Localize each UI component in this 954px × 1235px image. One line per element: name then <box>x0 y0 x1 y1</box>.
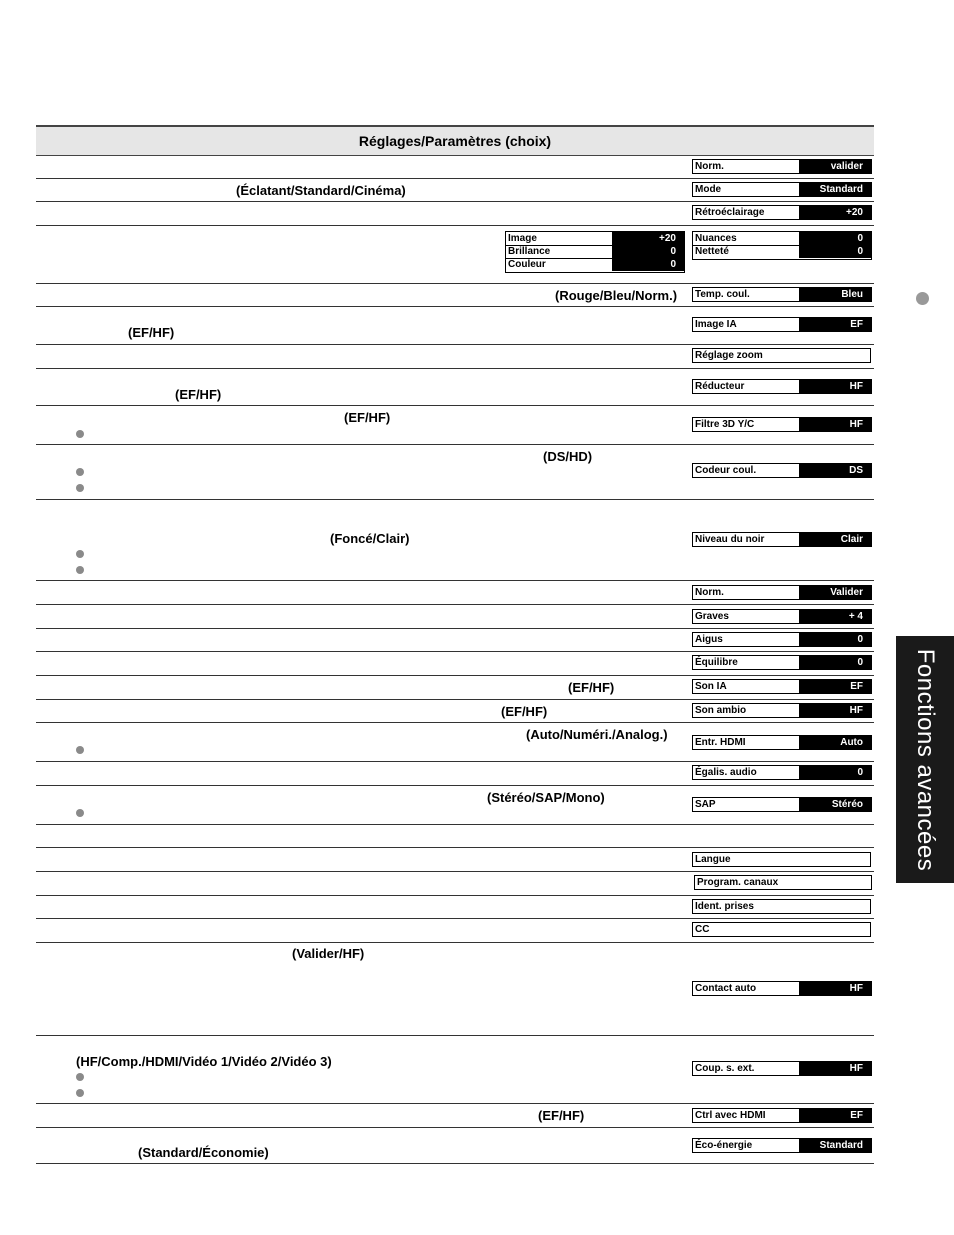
row-divider <box>36 942 874 943</box>
row-divider <box>36 675 874 676</box>
menu-item-no-signal-off[interactable]: Coup. s. ext. HF <box>692 1061 872 1076</box>
menu-item-audio-leveler[interactable]: Égalis. audio 0 <box>692 765 872 780</box>
row-divider <box>36 824 874 825</box>
menu-item-bass[interactable]: Graves + 4 <box>692 609 872 624</box>
row-divider <box>36 580 874 581</box>
choice-power-save: (Standard/Économie) <box>138 1145 269 1160</box>
row-divider <box>36 178 874 179</box>
menu-item-brightness[interactable]: Brillance 0 <box>506 245 684 259</box>
choice-hdmi-control: (EF/HF) <box>538 1108 585 1123</box>
choice-surround: (EF/HF) <box>501 704 548 719</box>
menu-item-image[interactable]: Image +20 <box>506 232 684 246</box>
menu-item-color[interactable]: Couleur 0 <box>506 258 684 271</box>
row-divider <box>36 871 874 872</box>
choice-no-signal-off: (HF/Comp./HDMI/Vidéo 1/Vidéo 2/Vidéo 3) <box>76 1054 332 1069</box>
menu-item-cc[interactable]: CC <box>692 922 871 937</box>
row-divider <box>36 1103 874 1104</box>
menu-item-sap[interactable]: SAP Stéréo <box>692 797 872 812</box>
choice-black-level: (Foncé/Clair) <box>330 531 410 546</box>
menu-item-program-channels[interactable]: Program. canaux <box>694 875 872 890</box>
note-bullet-icon <box>76 468 84 476</box>
row-divider <box>36 722 874 723</box>
row-divider <box>36 918 874 919</box>
row-divider <box>36 201 874 202</box>
menu-item-auto-power-on[interactable]: Contact auto HF <box>692 981 872 996</box>
choice-hdmi-input: (Auto/Numéri./Analog.) <box>526 727 668 742</box>
note-bullet-icon <box>76 484 84 492</box>
margin-bullet-icon <box>916 292 929 305</box>
table-header <box>36 125 874 156</box>
note-bullet-icon <box>76 809 84 817</box>
menu-item-noise-reduction[interactable]: Réducteur HF <box>692 379 872 394</box>
note-bullet-icon <box>76 550 84 558</box>
menu-item-balance[interactable]: Équilibre 0 <box>692 655 872 670</box>
menu-item-hdmi-control[interactable]: Ctrl avec HDMI EF <box>692 1108 872 1123</box>
choice-picture-mode: (Éclatant/Standard/Cinéma) <box>236 183 406 198</box>
choice-color-temp: (Rouge/Bleu/Norm.) <box>555 288 678 303</box>
menu-item-hdmi-input[interactable]: Entr. HDMI Auto <box>692 735 872 750</box>
row-divider <box>36 628 874 629</box>
row-divider <box>36 1035 874 1036</box>
note-bullet-icon <box>76 1073 84 1081</box>
menu-item-norm-audio[interactable]: Norm. Valider <box>692 585 872 600</box>
section-side-tab <box>896 636 954 883</box>
menu-item-color-matrix[interactable]: Codeur coul. DS <box>692 463 872 478</box>
row-divider <box>36 651 874 652</box>
choice-sap: (Stéréo/SAP/Mono) <box>487 790 605 805</box>
menu-item-ai-sound[interactable]: Son IA EF <box>692 679 872 694</box>
choice-color-matrix: (DS/HD) <box>543 449 593 464</box>
table-header-title: Réglages/Paramètres (choix) <box>358 133 552 149</box>
note-bullet-icon <box>76 746 84 754</box>
menu-item-surround[interactable]: Son ambio HF <box>692 703 872 718</box>
picture-adjust-panel-left <box>505 231 685 273</box>
row-divider <box>36 895 874 896</box>
choice-auto-power-on: (Valider/HF) <box>292 946 365 961</box>
menu-item-3d-yc-filter[interactable]: Filtre 3D Y/C HF <box>692 417 872 432</box>
note-bullet-icon <box>76 1089 84 1097</box>
row-divider <box>36 604 874 605</box>
note-bullet-icon <box>76 430 84 438</box>
row-divider <box>36 1127 874 1128</box>
menu-item-power-save[interactable]: Éco-énergie Standard <box>692 1138 872 1153</box>
choice-ai-picture: (EF/HF) <box>128 325 175 340</box>
row-divider <box>36 405 874 406</box>
choice-noise-reduction: (EF/HF) <box>175 387 222 402</box>
row-divider <box>36 1163 874 1164</box>
row-divider <box>36 499 874 500</box>
menu-item-tint[interactable]: Nuances 0 <box>693 232 871 246</box>
row-divider <box>36 761 874 762</box>
menu-item-zoom-adjust[interactable]: Réglage zoom <box>692 348 871 363</box>
menu-item-black-level[interactable]: Niveau du noir Clair <box>692 532 872 547</box>
row-divider <box>36 699 874 700</box>
choice-ai-sound: (EF/HF) <box>568 680 615 695</box>
row-divider <box>36 785 874 786</box>
row-divider <box>36 306 874 307</box>
menu-item-input-labels[interactable]: Ident. prises <box>692 899 871 914</box>
row-divider <box>36 344 874 345</box>
menu-item-ai-picture[interactable]: Image IA EF <box>692 317 872 332</box>
row-divider <box>36 368 874 369</box>
picture-adjust-panel-right <box>692 231 872 260</box>
row-divider <box>36 283 874 284</box>
choice-3d-yc-filter: (EF/HF) <box>344 410 391 425</box>
section-side-tab-title: Fonctions avancées <box>912 648 939 871</box>
menu-item-backlight[interactable]: Rétroéclairage +20 <box>692 205 872 220</box>
row-divider <box>36 444 874 445</box>
menu-item-treble[interactable]: Aigus 0 <box>692 632 872 647</box>
row-divider <box>36 847 874 848</box>
menu-item-color-temp[interactable]: Temp. coul. Bleu <box>692 287 872 302</box>
note-bullet-icon <box>76 566 84 574</box>
menu-item-sharpness[interactable]: Netteté 0 <box>693 245 871 258</box>
menu-item-mode[interactable]: Mode Standard <box>692 182 872 197</box>
menu-item-language[interactable]: Langue <box>692 852 871 867</box>
row-divider <box>36 225 874 226</box>
menu-item-norm-picture[interactable]: Norm. valider <box>692 159 872 174</box>
